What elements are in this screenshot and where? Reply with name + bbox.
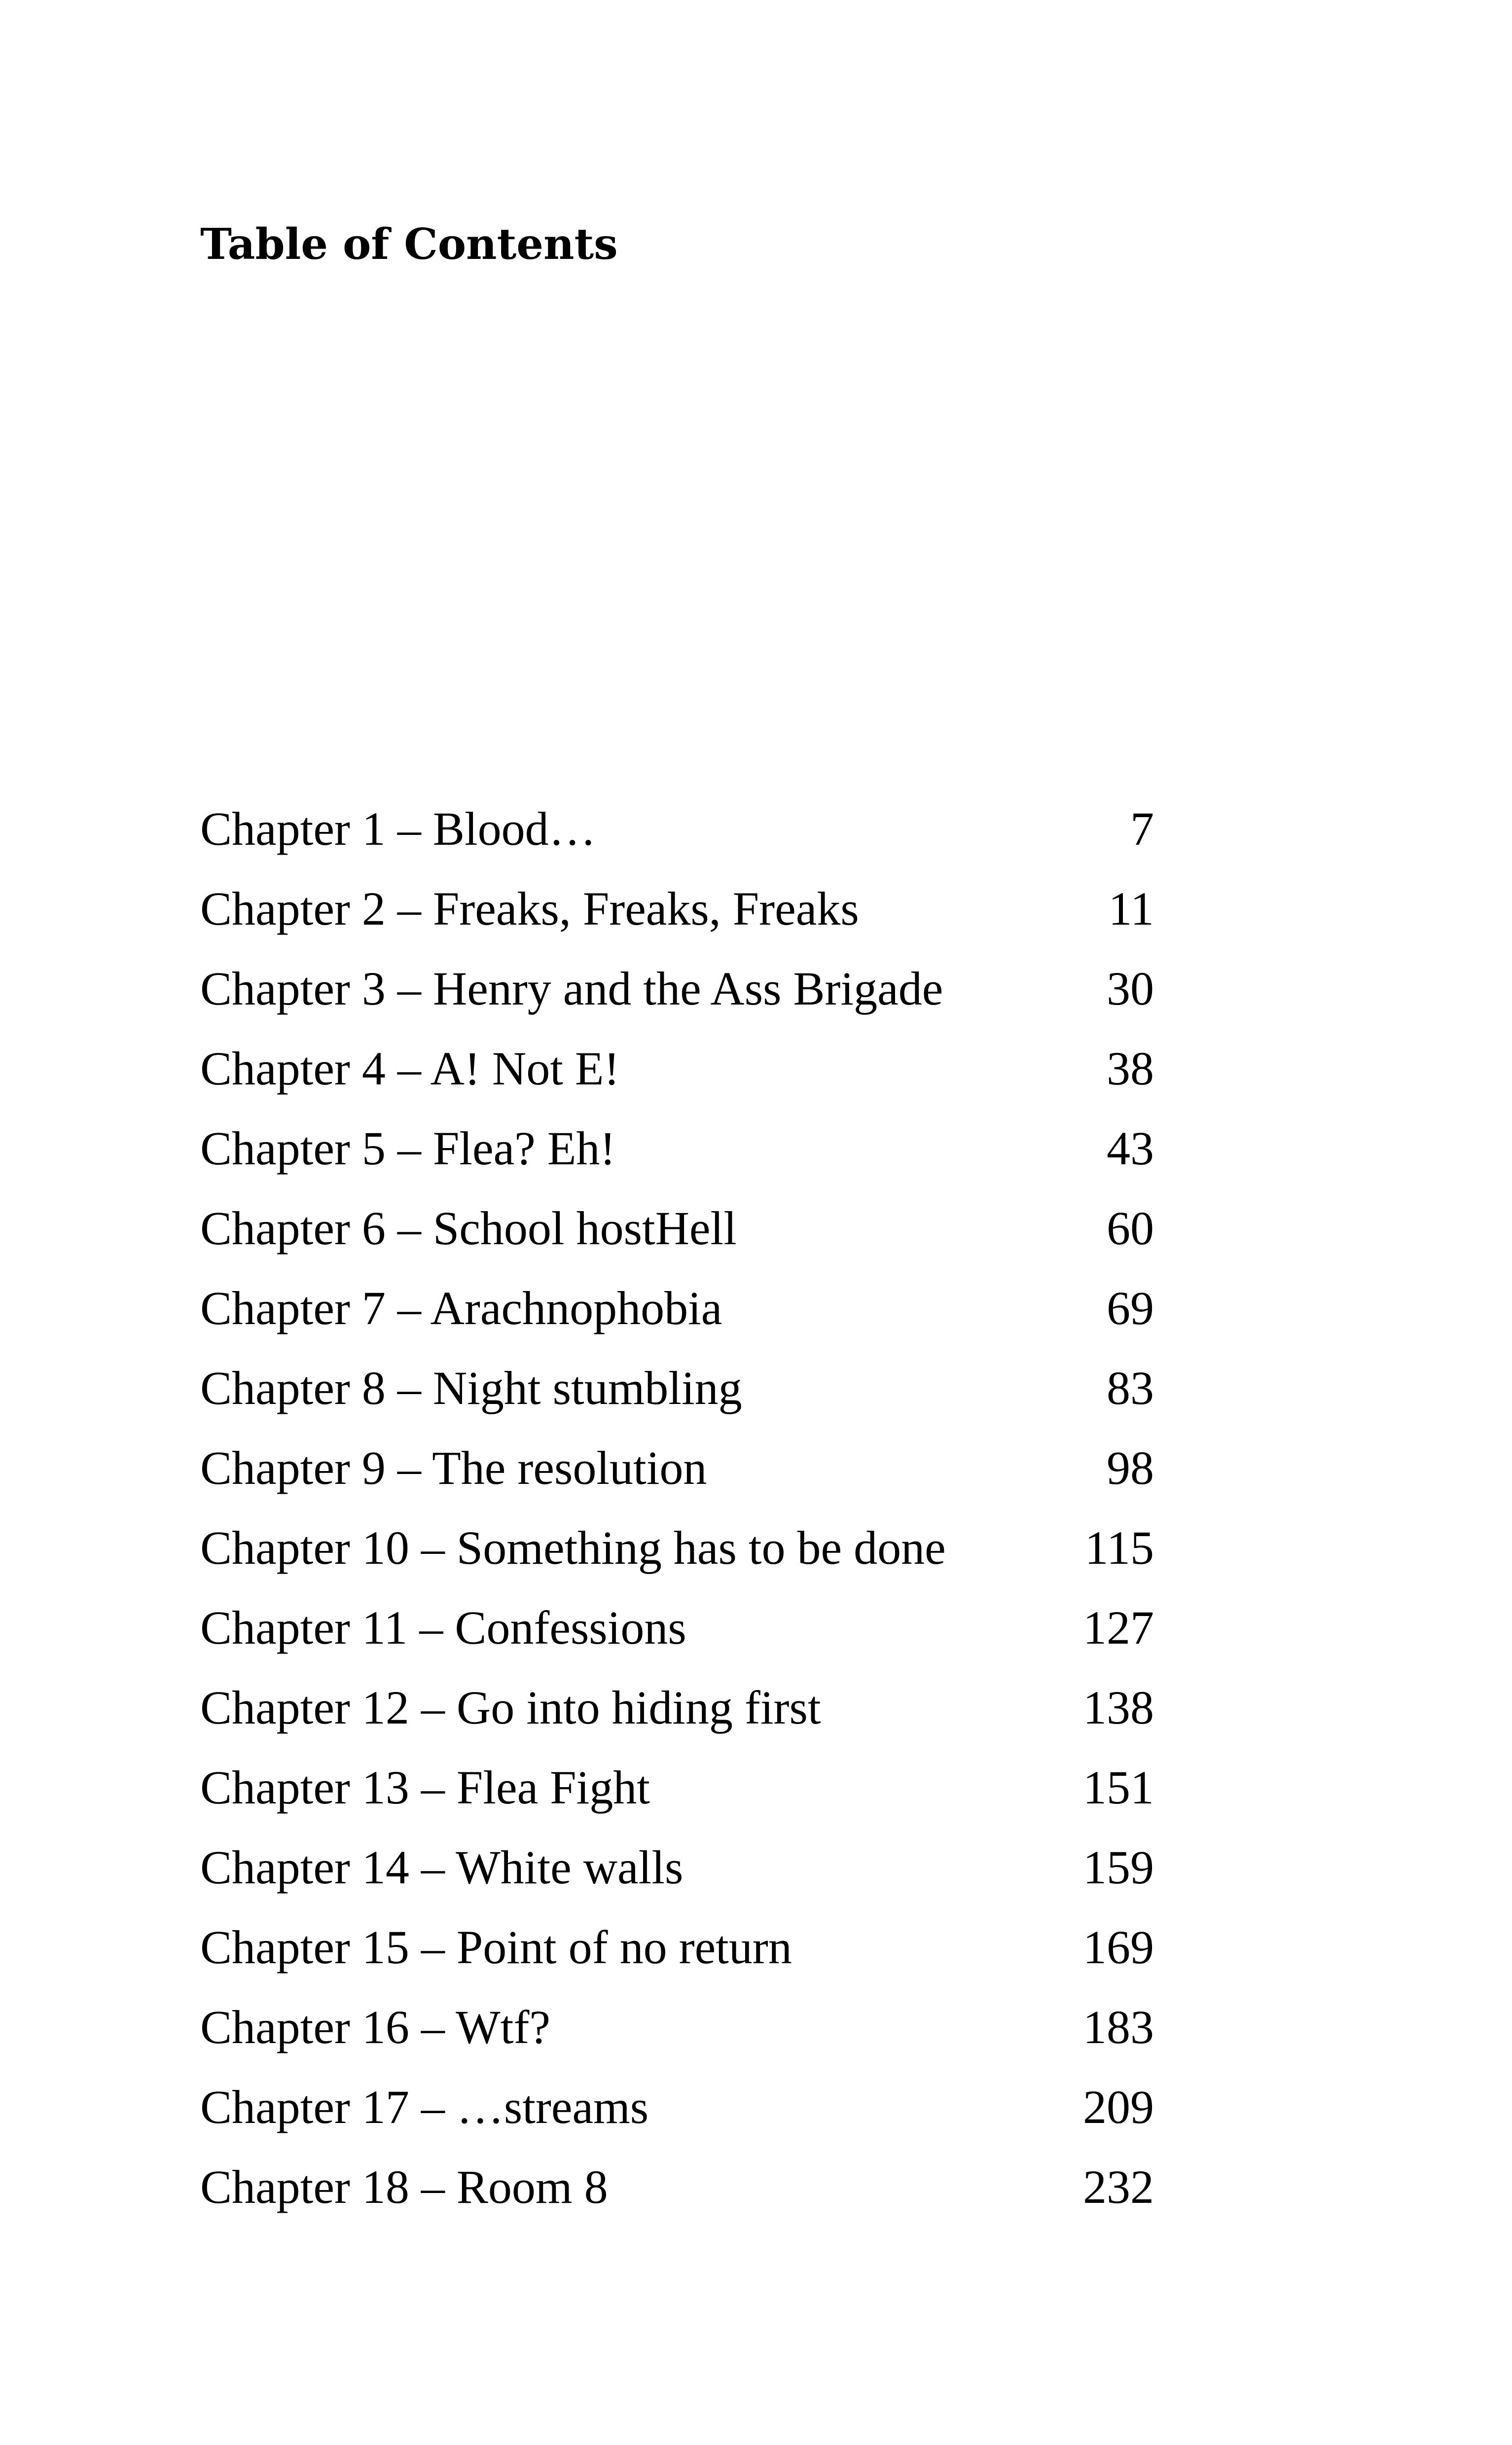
toc-entry-page-number: 43 (1107, 1122, 1154, 1175)
toc-entry (200, 869, 1154, 949)
toc-entry (200, 1188, 1154, 1268)
toc-entry-page-number: 151 (1083, 1761, 1154, 1814)
toc-entry-title: Chapter 15 – Point of no return (200, 1921, 792, 1974)
toc-entry-page-number: 209 (1083, 2081, 1154, 2133)
toc-list (200, 789, 1154, 2227)
toc-entry (200, 2067, 1154, 2147)
toc-entry-page-number: 169 (1083, 1921, 1154, 1974)
toc-entry-page-number: 98 (1107, 1441, 1154, 1494)
toc-entry (200, 1907, 1154, 1987)
toc-entry (200, 1268, 1154, 1348)
toc-entry-title: Chapter 3 – Henry and the Ass Brigade (200, 962, 943, 1015)
toc-entry-title: Chapter 2 – Freaks, Freaks, Freaks (200, 882, 859, 935)
toc-entry (200, 1508, 1154, 1588)
toc-entry-title: Chapter 7 – Arachnophobia (200, 1282, 722, 1334)
toc-entry (200, 1588, 1154, 1668)
toc-entry-title: Chapter 8 – Night stumbling (200, 1362, 742, 1414)
toc-entry-title: Chapter 6 – School hostHell (200, 1202, 737, 1255)
toc-entry-title: Chapter 12 – Go into hiding first (200, 1681, 821, 1734)
toc-entry (200, 949, 1154, 1029)
toc-entry-title: Chapter 18 – Room 8 (200, 2160, 608, 2213)
toc-entry-page-number: 127 (1083, 1601, 1154, 1654)
toc-entry-title: Chapter 17 – …streams (200, 2081, 649, 2133)
toc-entry (200, 1348, 1154, 1428)
toc-entry-page-number: 69 (1107, 1282, 1154, 1334)
toc-entry-page-number: 7 (1130, 802, 1154, 855)
toc-entry (200, 789, 1154, 869)
toc-entry-title: Chapter 9 – The resolution (200, 1441, 707, 1494)
toc-entry-page-number: 11 (1108, 882, 1154, 935)
toc-entry-page-number: 232 (1083, 2160, 1154, 2213)
toc-entry (200, 2147, 1154, 2227)
toc-entry-title: Chapter 14 – White walls (200, 1841, 684, 1894)
toc-entry-page-number: 83 (1107, 1362, 1154, 1414)
toc-entry-title: Chapter 4 – A! Not E! (200, 1042, 620, 1095)
toc-entry-title: Chapter 13 – Flea Fight (200, 1761, 650, 1814)
toc-entry-page-number: 60 (1107, 1202, 1154, 1255)
toc-entry (200, 1109, 1154, 1188)
toc-entry-title: Chapter 5 – Flea? Eh! (200, 1122, 616, 1175)
toc-entry-page-number: 159 (1083, 1841, 1154, 1894)
toc-entry-page-number: 115 (1084, 1521, 1154, 1574)
toc-entry-title: Chapter 16 – Wtf? (200, 2001, 551, 2053)
toc-entry (200, 1428, 1154, 1508)
toc-entry-page-number: 30 (1107, 962, 1154, 1015)
toc-entry-page-number: 183 (1083, 2001, 1154, 2053)
toc-entry (200, 1987, 1154, 2067)
toc-entry-page-number: 38 (1107, 1042, 1154, 1095)
toc-entry-page-number: 138 (1083, 1681, 1154, 1734)
toc-entry (200, 1029, 1154, 1109)
toc-entry (200, 1828, 1154, 1907)
toc-entry-title: Chapter 11 – Confessions (200, 1601, 686, 1654)
toc-entry (200, 1668, 1154, 1748)
page-title: Table of Contents (200, 219, 618, 269)
toc-entry-title: Chapter 1 – Blood… (200, 802, 596, 855)
toc-entry-title: Chapter 10 – Something has to be done (200, 1521, 946, 1574)
toc-entry (200, 1748, 1154, 1828)
